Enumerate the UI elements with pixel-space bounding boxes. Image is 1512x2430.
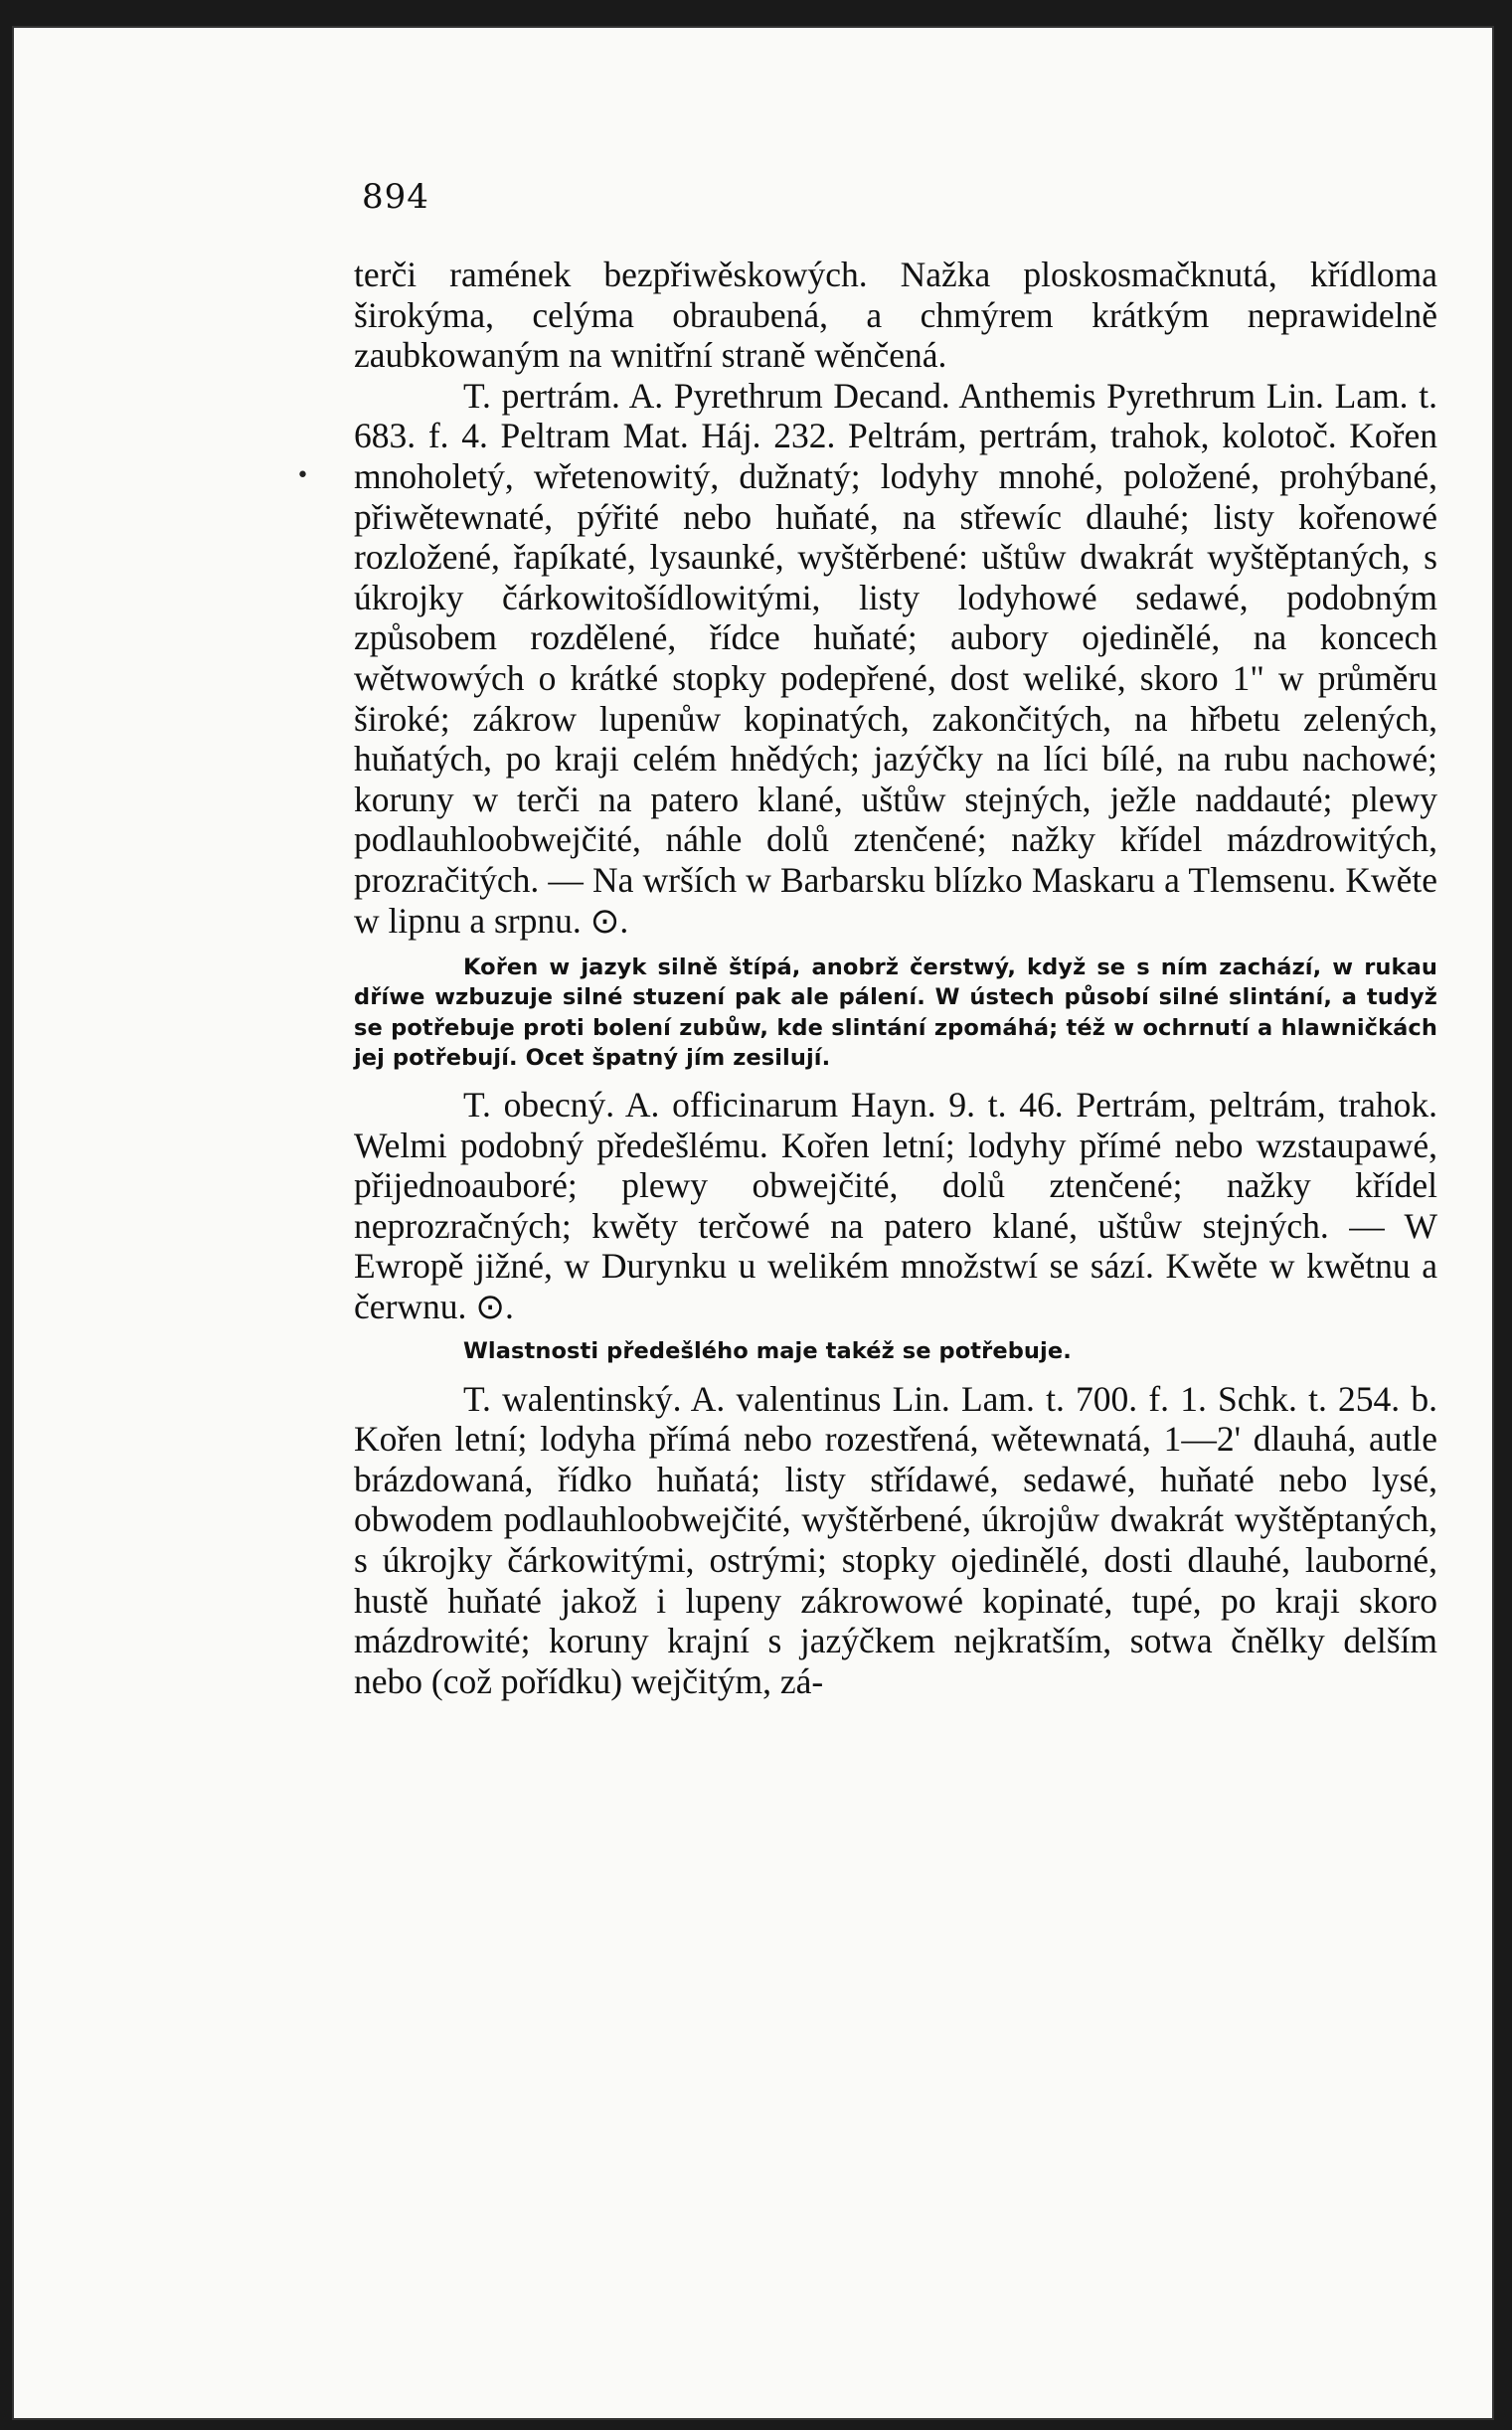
note-obecny-uses bbox=[354, 1336, 1437, 1366]
paragraph-obecny bbox=[354, 1085, 1437, 1327]
paragraph-text: T. pertrám. A. Pyrethrum Decand. Anthemis Pyrethrum Lin. Lam. t. 683. f. 4. Peltram Mat. Háj. 232. Peltrám, pertrám, trahok, kolotoč. Kořen mnoholetý, wřetenowitý, dužnatý; lodyhy mnohé, položené, prohýbané, přiwětewnaté, pýřité nebo huňaté, na střewíc dlauhé; listy kořenowé rozložené, řapíkaté, lysaunké, wyštěrbené: uštůw dwakrát wyštěptaných, s úkrojky čárkowitošídlowitými, listy lodyhowé sedawé, podobným způsobem rozdělené, řídce huňaté; aubory ojedinělé, na koncech wětwowých o krátké stopky podepřené, dost weliké, skoro 1" w průměru široké; zákrow lupenůw kopinatých, zakončitých, na hřbetu zelených, huňatých, po kraji celém hnědých; jazýčky na líci bílé, na rubu nachowé; koruny w terči na patero klané, uštůw stejných, ježle naddauté; plewy podlauhloobwejčité, náhle dolů ztenčené; nažky křídel mázdrowitých, prozračitých. — Na wrších w Barbarsku blízko Maskaru a Tlemsenu. Kwěte w lipnu a srpnu. ⊙. bbox=[354, 375, 1437, 941]
paragraph-walentinsky bbox=[354, 1379, 1437, 1702]
paragraph-continuation bbox=[354, 255, 1437, 376]
note-text: Wlastnosti předešlého maje takéž se potřebuje. bbox=[463, 1338, 1072, 1365]
text-column bbox=[354, 255, 1437, 1701]
note-text: Kořen w jazyk silně štípá, anobrž čerstwý, když se s ním zachází, w rukau dříwe wzbuzuje silné stuzení pak ale pálení. W ústech působí silné slintání, a tudyž se potřebuje proti bolení zubůw, kde slintání zpomáhá; též w ochrnutí a hlawničkách jej potřebují. Ocet špatný jím zesilují. bbox=[354, 955, 1437, 1071]
note-pertram-uses bbox=[354, 953, 1437, 1073]
book-page bbox=[14, 28, 1492, 2418]
page-number: 894 bbox=[362, 177, 429, 217]
paragraph-text: T. walentinský. A. valentinus Lin. Lam. t. 700. f. 1. Schk. t. 254. b. Kořen letní; lodyha přímá nebo rozestřená, wětewnatá, 1—2' dlauhá, autle brázdowaná, řídko huňatá; listy střídawé, sedawé, huňaté nebo lysé, obwodem podlauhloobwejčité, wyštěrbené, úkrojůw dwakrát wyštěptaných, s úkrojky čárkowitými, ostrými; stopky ojedinělé, dosti dlauhé, lauborné, hustě huňaté jakož i lupeny zákrowowé kopinaté, tupé, po kraji skoro mázdrowité; koruny krajní s jazýčkem nejkratším, sotwa čnělky delším nebo (což pořídku) wejčitým, zá- bbox=[354, 1378, 1437, 1701]
paragraph-pertram bbox=[354, 376, 1437, 941]
paragraph-text: terči ramének bezpřiwěskowých. Nažka ploskosmačknutá, křídloma širokýma, celýma obraubená, a chmýrem krátkým neprawidelně zaubkowaným na wnitřní straně wěnčená. bbox=[354, 255, 1437, 376]
margin-mark: • bbox=[296, 463, 309, 488]
paragraph-text: T. obecný. A. officinarum Hayn. 9. t. 46. Pertrám, peltrám, trahok. Welmi podobný předešlému. Kořen letní; lodyhy přímé nebo wzstaupawé, přijednoauboré; plewy obwejčité, dolů ztenčené; nažky křídel neprozračných; kwěty terčowé na patero klané, uštůw stejných. — W Ewropě jižné, w Durynku u welikém množstwí se sází. Kwěte w kwětnu a čerwnu. ⊙. bbox=[354, 1084, 1437, 1326]
